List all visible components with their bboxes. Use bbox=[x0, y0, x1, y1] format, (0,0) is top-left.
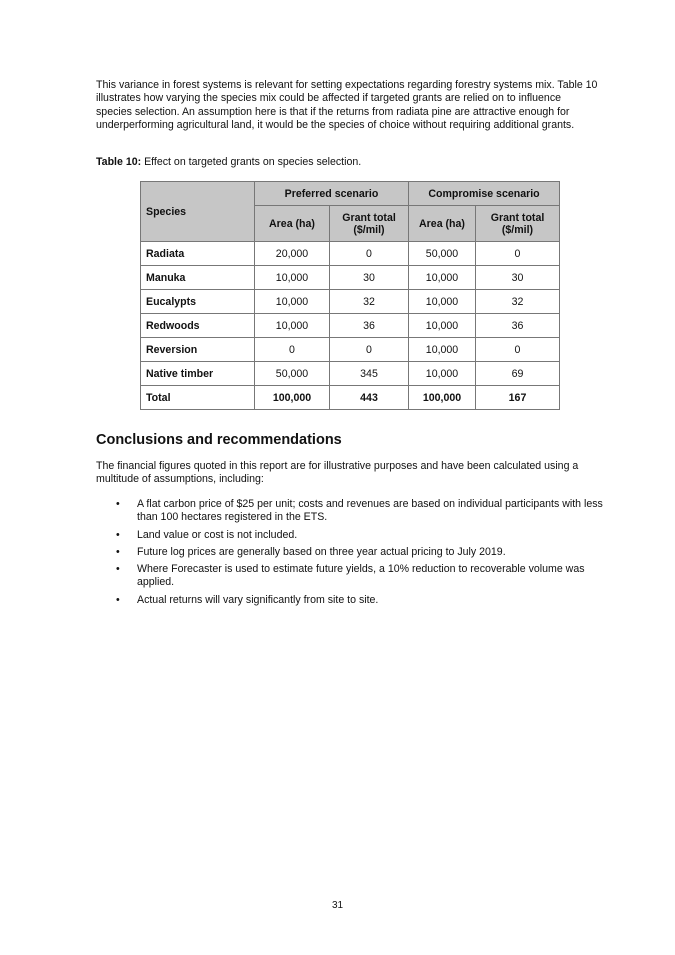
value-cell: 167 bbox=[476, 386, 560, 410]
table-caption bbox=[96, 156, 596, 169]
bullet-icon: • bbox=[116, 528, 120, 541]
value-cell: 0 bbox=[476, 338, 560, 362]
bullet-icon: • bbox=[116, 545, 120, 558]
value-cell: 0 bbox=[330, 242, 409, 266]
species-grant-table bbox=[140, 181, 560, 410]
list-item-text: Land value or cost is not included. bbox=[137, 528, 298, 541]
value-cell: 100,000 bbox=[255, 386, 330, 410]
value-cell: 10,000 bbox=[255, 290, 330, 314]
table-row bbox=[141, 338, 560, 362]
assumptions-list bbox=[96, 498, 606, 611]
value-cell: 36 bbox=[476, 314, 560, 338]
value-cell: 443 bbox=[330, 386, 409, 410]
species-cell: Reversion bbox=[141, 338, 255, 362]
value-cell: 36 bbox=[330, 314, 409, 338]
value-cell: 10,000 bbox=[409, 338, 476, 362]
value-cell: 30 bbox=[330, 266, 409, 290]
value-cell: 10,000 bbox=[409, 314, 476, 338]
table-row bbox=[141, 290, 560, 314]
species-cell: Radiata bbox=[141, 242, 255, 266]
table-caption-text: Effect on targeted grants on species selection. bbox=[144, 156, 362, 168]
value-cell: 0 bbox=[255, 338, 330, 362]
table-row bbox=[141, 242, 560, 266]
table-total-row bbox=[141, 386, 560, 410]
compromise-area-header: Area (ha) bbox=[409, 206, 476, 242]
species-cell: Total bbox=[141, 386, 255, 410]
value-cell: 20,000 bbox=[255, 242, 330, 266]
table-row bbox=[141, 266, 560, 290]
list-item bbox=[96, 529, 606, 542]
bullet-icon: • bbox=[116, 498, 120, 510]
bullet-icon: • bbox=[116, 593, 120, 606]
value-cell: 10,000 bbox=[409, 362, 476, 386]
species-cell: Manuka bbox=[141, 266, 255, 290]
value-cell: 10,000 bbox=[255, 266, 330, 290]
species-cell: Eucalypts bbox=[141, 290, 255, 314]
page-number: 31 bbox=[331, 900, 344, 911]
species-column-header: Species bbox=[141, 182, 255, 242]
species-cell: Native timber bbox=[141, 362, 255, 386]
value-cell: 30 bbox=[476, 266, 560, 290]
value-cell: 10,000 bbox=[255, 314, 330, 338]
value-cell: 345 bbox=[330, 362, 409, 386]
species-cell: Redwoods bbox=[141, 314, 255, 338]
value-cell: 50,000 bbox=[255, 362, 330, 386]
preferred-scenario-header: Preferred scenario bbox=[255, 182, 409, 206]
list-item-text: Future log prices are generally based on three year actual pricing to July 2019. bbox=[137, 545, 506, 558]
section-heading: Conclusions and recommendations bbox=[96, 432, 342, 448]
section-paragraph: The financial figures quoted in this report are for illustrative purposes and have been calculated using a multitude of assumptions, including: bbox=[96, 460, 579, 486]
table-caption-label: Table 10: bbox=[96, 156, 142, 168]
value-cell: 10,000 bbox=[409, 290, 476, 314]
list-item-text: Where Forecaster is used to estimate future yields, a 10% reduction to recoverable volume was applied. bbox=[137, 563, 585, 589]
value-cell: 32 bbox=[330, 290, 409, 314]
list-item bbox=[96, 563, 606, 590]
value-cell: 10,000 bbox=[409, 266, 476, 290]
value-cell: 32 bbox=[476, 290, 560, 314]
value-cell: 100,000 bbox=[409, 386, 476, 410]
intro-paragraph: This variance in forest systems is relevant for setting expectations regarding forestry systems mix. Table 10 illustrates how varying the species mix could be affected if targeted grants are relied on to influence species selection. An assumption here is that if the returns from radiata pine are attractive enough for underperforming agricultural land, it would be the species of choice without requiring additional grants. bbox=[96, 79, 598, 131]
value-cell: 0 bbox=[476, 242, 560, 266]
value-cell: 69 bbox=[476, 362, 560, 386]
compromise-grant-header: Grant total ($/mil) bbox=[476, 206, 560, 242]
value-cell: 0 bbox=[330, 338, 409, 362]
list-item bbox=[96, 594, 606, 607]
preferred-grant-header: Grant total ($/mil) bbox=[330, 206, 409, 242]
list-item bbox=[96, 498, 606, 525]
list-item-text: Actual returns will vary significantly from site to site. bbox=[137, 593, 379, 606]
preferred-area-header: Area (ha) bbox=[255, 206, 330, 242]
table-row bbox=[141, 314, 560, 338]
list-item-text: A flat carbon price of $25 per unit; costs and revenues are based on individual participants with less than 100 hectares registered in the ETS. bbox=[137, 498, 603, 524]
compromise-scenario-header: Compromise scenario bbox=[409, 182, 560, 206]
value-cell: 50,000 bbox=[409, 242, 476, 266]
bullet-icon: • bbox=[116, 563, 120, 576]
list-item bbox=[96, 546, 606, 559]
table-row bbox=[141, 362, 560, 386]
